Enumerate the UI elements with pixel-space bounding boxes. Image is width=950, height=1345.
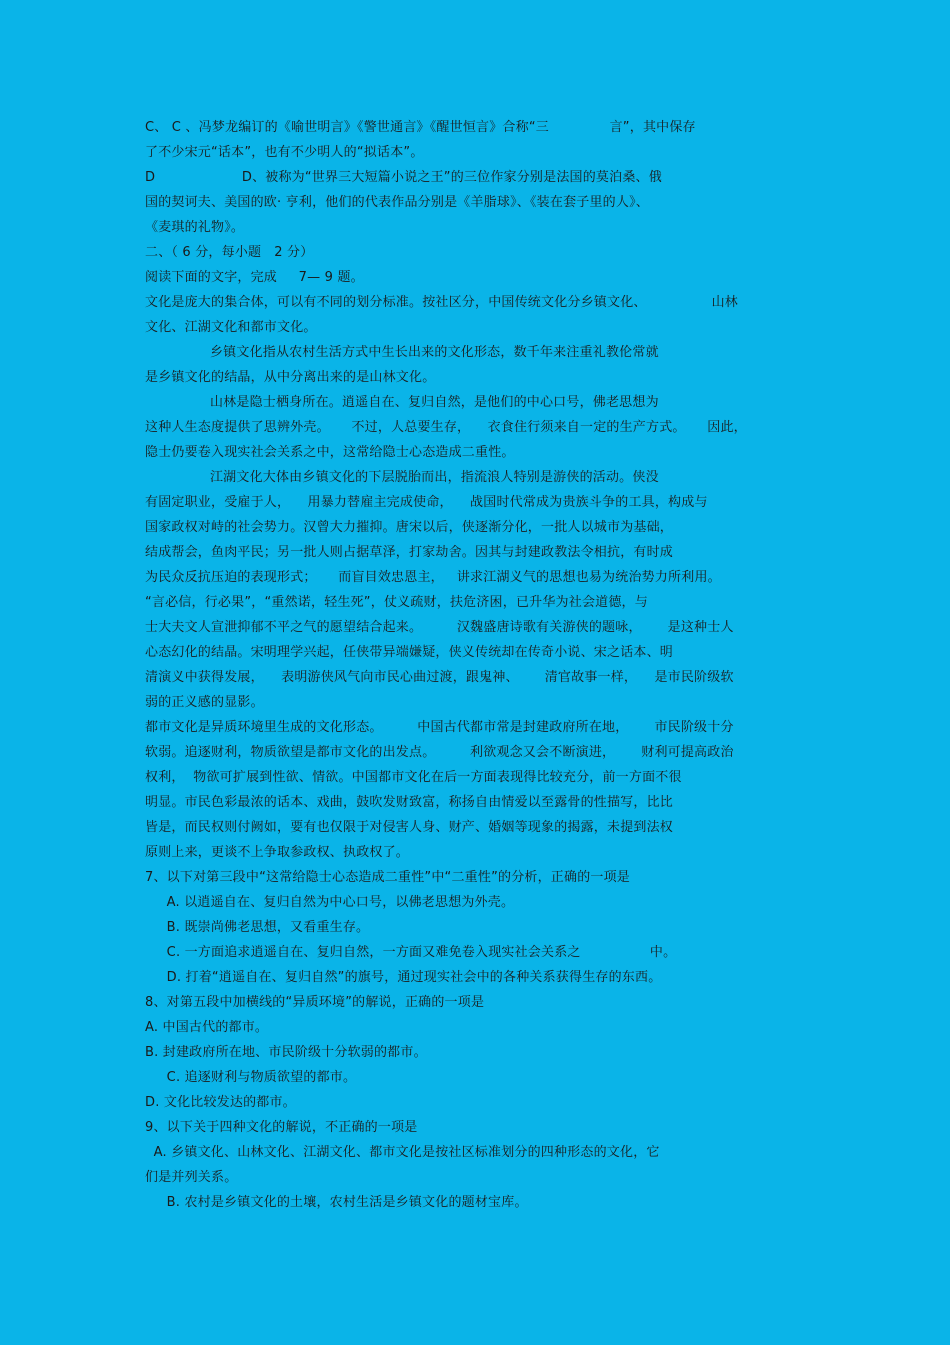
- text-line: 权利， 物欲可扩展到性欲、情欲。中国都市文化在后一方面表现得比较充分，前一方面不很: [145, 770, 682, 785]
- text-line: 江湖文化大体由乡镇文化的下层脱胎而出，指流浪人特别是游侠的活动。侠没: [145, 470, 659, 485]
- text-line: 这种人生态度提供了思辨外壳。 不过，人总要生存， 衣食住行须来自一定的生产方式。 因此，: [145, 420, 747, 435]
- question-8: 8、对第五段中加横线的“异质环境”的解说，正确的一项是: [145, 995, 485, 1010]
- text-line: 明显。市民色彩最浓的话本、戏曲，鼓吹发财致富，称扬自由情爱以至露骨的性描写，比比: [145, 795, 674, 810]
- text-line: 软弱。追逐财利，物质欲望是都市文化的出发点。 利欲观念又会不断演进， 财利可提高政治: [145, 745, 734, 760]
- text-line: 有固定职业，受雇于人， 用暴力替雇主完成使命， 战国时代常成为贵族斗争的工具，构成与: [145, 495, 708, 510]
- text-line: 了不少宋元“话本”，也有不少明人的“拟话本”。: [145, 145, 424, 160]
- text-line: 国的契诃夫、美国的欧· 亨利，他们的代表作品分别是《羊脂球》、《装在套子里的人》、: [145, 195, 649, 210]
- text-line: 士大夫文人宣泄抑郁不平之气的愿望结合起来。 汉魏盛唐诗歌有关游侠的题咏， 是这种士人: [145, 620, 734, 635]
- text-line: C、 C 、冯梦龙编订的《喻世明言》《警世通言》《醒世恒言》合称“三 言”，其中保存: [145, 120, 696, 135]
- text-line: 《麦琪的礼物》。: [145, 220, 245, 235]
- question-9-option-a: A. 乡镇文化、山林文化、江湖文化、都市文化是按社区标准划分的四种形态的文化，它: [145, 1145, 660, 1160]
- text-line: “言必信，行必果”，“重然诺，轻生死”，仗义疏财，扶危济困，已升华为社会道德，与: [145, 595, 648, 610]
- text-line: 山林是隐士栖身所在。逍遥自在、复归自然，是他们的中心口号，佛老思想为: [145, 395, 659, 410]
- instruction-text: 阅读下面的文字，完成 7— 9 题。: [145, 270, 364, 285]
- text-line: 文化、江湖文化和都市文化。: [145, 320, 317, 335]
- text-line: 心态幻化的结晶。宋明理学兴起，任侠带异端嫌疑，侠义传统却在传奇小说、宋之话本、明: [145, 645, 674, 660]
- text-line: 皆是，而民权则付阙如，要有也仅限于对侵害人身、财产、婚姻等现象的揭露，未提到法权: [145, 820, 674, 835]
- text-line: 结成帮会，鱼肉平民；另一批人则占据草泽，打家劫舍。因其与封建政教法令相抗，有时成: [145, 545, 674, 560]
- text-line: D D、被称为“世界三大短篇小说之王”的三位作家分别是法国的莫泊桑、俄: [145, 170, 662, 185]
- text-line: 都市文化是异质环境里生成的文化形态。 中国古代都市常是封建政府所在地， 市民阶级十分: [145, 720, 734, 735]
- text-line: 乡镇文化指从农村生活方式中生长出来的文化形态，数千年来注重礼教伦常就: [145, 345, 659, 360]
- question-8-option-c: C. 追逐财利与物质欲望的都市。: [145, 1070, 357, 1085]
- text-line: 文化是庞大的集合体，可以有不同的划分标准。按社区分，中国传统文化分乡镇文化、 山林: [145, 295, 738, 310]
- question-7-option-b: B. 既崇尚佛老思想，又看重生存。: [145, 920, 370, 935]
- text-line: 们是并列关系。: [145, 1170, 238, 1185]
- question-7-option-a: A. 以逍遥自在、复归自然为中心口号，以佛老思想为外壳。: [145, 895, 515, 910]
- question-7-option-c: C. 一方面追求逍遥自在、复归自然，一方面又难免卷入现实社会关系之 中。: [145, 945, 677, 960]
- text-line: 原则上来，更谈不上争取参政权、执政权了。: [145, 845, 410, 860]
- text-line: 隐士仍要卷入现实社会关系之中，这常给隐士心态造成二重性。: [145, 445, 515, 460]
- text-line: 国家政权对峙的社会势力。汉曾大力摧抑。唐宋以后，侠逐渐分化，一批人以城市为基础，: [145, 520, 674, 535]
- question-7-option-d: D. 打着“逍遥自在、复归自然”的旗号，通过现实社会中的各种关系获得生存的东西。: [145, 970, 662, 985]
- question-9: 9、以下关于四种文化的解说，不正确的一项是: [145, 1120, 418, 1135]
- question-9-option-b: B. 农村是乡镇文化的土壤，农村生活是乡镇文化的题材宝库。: [145, 1195, 528, 1210]
- question-8-option-b: B. 封建政府所在地、市民阶级十分软弱的都市。: [145, 1045, 427, 1060]
- question-8-option-d: D. 文化比较发达的都市。: [145, 1095, 296, 1110]
- question-8-option-a: A. 中国古代的都市。: [145, 1020, 269, 1035]
- text-line: 清演义中获得发展， 表明游侠风气向市民心曲过渡，跟鬼神、 清官故事一样， 是市民阶级软: [145, 670, 734, 685]
- text-line: 是乡镇文化的结晶，从中分离出来的是山林文化。: [145, 370, 436, 385]
- question-7: 7、以下对第三段中“这常给隐士心态造成二重性”中“二重性”的分析，正确的一项是: [145, 870, 631, 885]
- text-line: 弱的正义感的显影。: [145, 695, 264, 710]
- text-line: 为民众反抗压迫的表现形式； 而盲目效忠恩主， 讲求江湖义气的思想也易为统治势力所利用。: [145, 570, 721, 585]
- section-heading: 二、（ 6 分，每小题 2 分）: [145, 245, 314, 260]
